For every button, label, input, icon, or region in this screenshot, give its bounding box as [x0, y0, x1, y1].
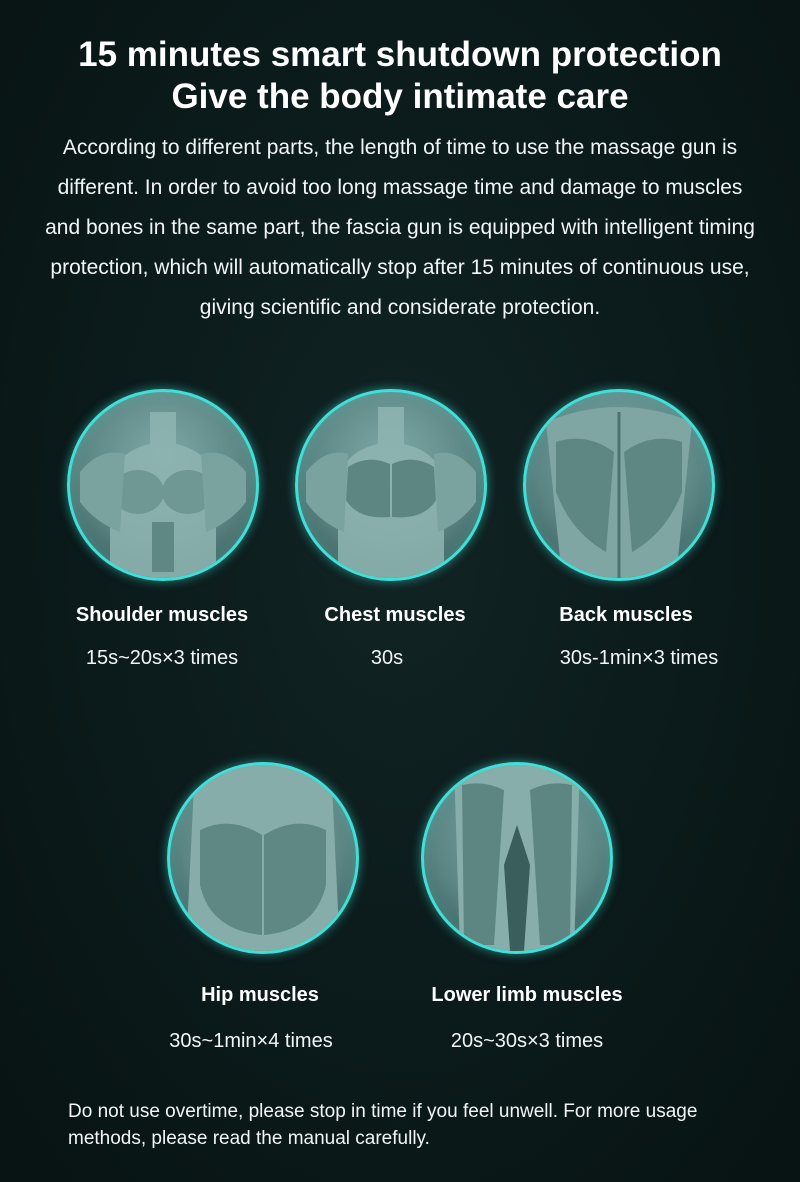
back-muscles-icon [523, 389, 715, 581]
description: According to different parts, the length of time to use the massage gun is different. In order to avoid too long massage time and damage to muscles and bones in the same part, the fascia gun is equipped with intelligent timing protection, which will automatically stop after 15 minutes of continuous use, giving scientific and considerate protection. [45, 136, 755, 319]
page-subtitle: Give the body intimate care [171, 77, 629, 116]
chest-muscles-icon [295, 389, 487, 581]
hip-muscles-label: Hip muscles [201, 984, 319, 1006]
chest-muscles-label: Chest muscles [324, 604, 466, 626]
shoulder-muscles-icon [67, 389, 259, 581]
back-muscles-time: 30s-1min×3 times [559, 647, 719, 669]
footer-note: Do not use overtime, please stop in time if you feel unwell. For more usage methods, please read the manual carefully. [68, 1101, 698, 1149]
back-muscles-label: Back muscles [559, 604, 693, 626]
hip-muscles-time: 30s~1min×4 times [169, 1030, 333, 1052]
page-title: 15 minutes smart shutdown protection [78, 35, 722, 74]
shoulder-muscles-label: Shoulder muscles [75, 604, 249, 626]
lower-limb-muscles-icon [421, 762, 613, 954]
lower-limb-muscles-time: 20s~30s×3 times [450, 1030, 604, 1052]
chest-muscles-time: 30s [370, 647, 404, 669]
hip-muscles-icon [167, 762, 359, 954]
shoulder-muscles-time: 15s~20s×3 times [85, 647, 239, 669]
header [0, 34, 800, 118]
lower-limb-muscles-label: Lower limb muscles [431, 984, 623, 1006]
